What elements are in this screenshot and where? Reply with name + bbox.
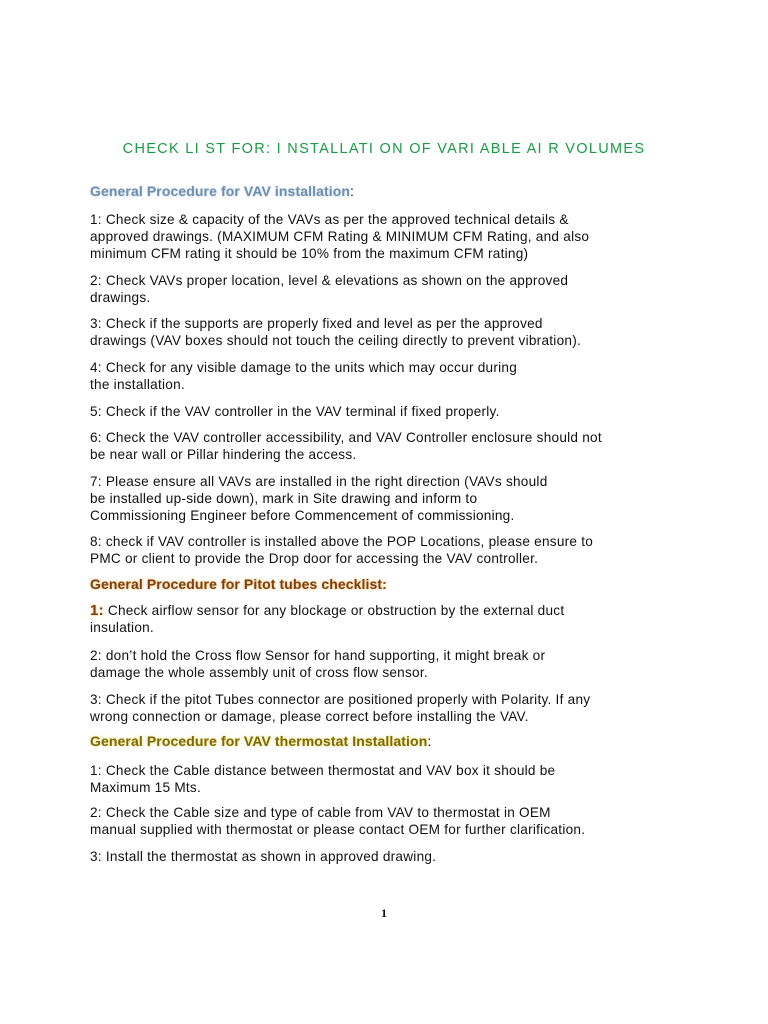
pitot-item-2: 2: don’t hold the Cross flow Sensor for hand supporting, it might break or damage the whole assembly unit of cross flow sensor. — [90, 648, 546, 680]
vav-item-3: 3: Check if the supports are properly fixed and level as per the approved drawings (VAV boxes should not touch the ceiling directly to prevent vibration). — [90, 316, 581, 348]
vav-item-7: 7: Please ensure all VAVs are installed in the right direction (VAVs should be installed up-side down), mark in Site drawing and inform to Commissioning Engineer before Commencement of commissioning. — [90, 474, 548, 523]
vav-item-6: 6: Check the VAV controller accessibility, and VAV Controller enclosure should not be near wall or Pillar hindering the access. — [90, 430, 602, 462]
vav-item-1: 1: Check size & capacity of the VAVs as per the approved technical details & approved drawings. (MAXIMUM CFM Rating & MINIMUM CFM Rating, and also minimum CFM rating it should be 10% from the maximum CFM rating) — [90, 212, 590, 261]
vav-item-5: 5: Check if the VAV controller in the VAV terminal if fixed properly. — [90, 404, 500, 419]
thermostat-item-1: 1: Check the Cable distance between thermostat and VAV box it should be Maximum 15 Mts. — [90, 763, 556, 795]
section-heading-thermostat-installation: General Procedure for VAV thermostat Installation: — [90, 733, 432, 749]
document-title: CHECK LI ST FOR: I NSTALLATI ON OF VARI ABLE AI R VOLUMES — [122, 141, 646, 157]
page-number: 1 — [381, 906, 387, 920]
pitot-item-1-number: 1: — [90, 602, 104, 619]
vav-item-4: 4: Check for any visible damage to the units which may occur during the installation. — [90, 360, 518, 392]
section-heading-vav-installation: General Procedure for VAV installation: — [90, 183, 355, 199]
thermostat-item-2: 2: Check the Cable size and type of cable from VAV to thermostat in OEM manual supplied with thermostat or please contact OEM for further clarification. — [90, 805, 586, 837]
vav-item-8: 8: check if VAV controller is installed above the POP Locations, please ensure to PMC or client to provide the Drop door for accessing the VAV controller. — [90, 534, 594, 566]
section-heading-pitot-tubes: General Procedure for Pitot tubes checklist: — [90, 576, 387, 592]
pitot-item-3: 3: Check if the pitot Tubes connector are positioned properly with Polarity. If any wrong connection or damage, please correct before installing the VAV. — [90, 692, 591, 724]
vav-item-2: 2: Check VAVs proper location, level & elevations as shown on the approved drawings. — [90, 273, 569, 305]
pitot-item-1: 1: Check airflow sensor for any blockage or obstruction by the external duct insulation. — [90, 602, 565, 635]
thermostat-item-3: 3: Install the thermostat as shown in approved drawing. — [90, 849, 437, 864]
